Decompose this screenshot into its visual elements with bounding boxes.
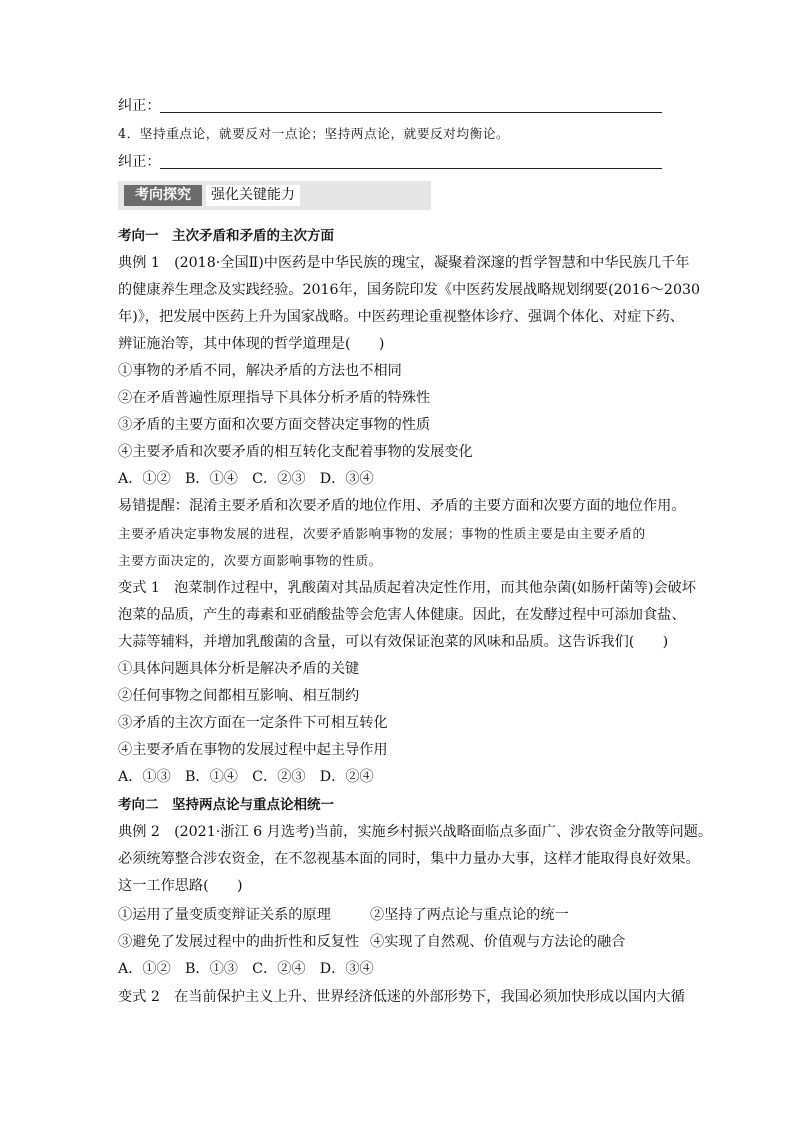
variant-1-option: ④主要矛盾在事物的发展过程中起主导作用 (118, 742, 388, 758)
banner-tag: 考向探究 (124, 185, 202, 206)
variant-1-line: 泡菜的品质，产生的毒素和亚硝酸盐等会危害人体健康。因此，在发酵过程中可添加食盐、 (118, 607, 686, 623)
variant-1-option: ③矛盾的主次方面在一定条件下可相互转化 (118, 715, 388, 731)
example-2-option: ③避免了发展过程中的曲折性和反复性 (118, 934, 360, 950)
variant-1-option: ①具体问题具体分析是解决矛盾的关键 (118, 661, 360, 677)
example-2-choices: A．①② B．①③ C．②④ D．③④ (118, 961, 374, 977)
banner-text: 强化关键能力 (206, 185, 300, 206)
example-1-choices: A．①② B．①④ C．②③ D．③④ (118, 471, 374, 487)
statement-item-4: 4．坚持重点论，就要反对一点论；坚持两点论，就要反对均衡论。 (118, 126, 510, 141)
correction-label-2: 纠正： (118, 154, 161, 170)
example-1-line: 辨证施治等，其中体现的哲学道理是( ) (118, 336, 385, 352)
correction-blank-2 (160, 168, 662, 169)
variant-1-line: 大蒜等辅料，并增加乳酸菌的含量，可以有效保证泡菜的风味和品质。这告诉我们( ) (118, 634, 669, 650)
correction-label-1: 纠正： (118, 98, 161, 114)
example-1-option: ①事物的矛盾不同，解决矛盾的方法也不相同 (118, 363, 402, 379)
example-1-option: ②在矛盾普遍性原理指导下具体分析矛盾的特殊性 (118, 390, 431, 406)
tip-small-line: 主要方面决定的，次要方面影响事物的性质。 (118, 553, 382, 568)
variant-1-option: ②任何事物之间都相互影响、相互制约 (118, 688, 360, 704)
correction-blank-1 (160, 112, 662, 113)
example-2-line: 这一工作思路( ) (118, 878, 243, 894)
section-banner (118, 181, 431, 210)
example-2-option: ①运用了量变质变辩证关系的原理 (118, 907, 331, 923)
example-1-option: ③矛盾的主要方面和次要方面交替决定事物的性质 (118, 417, 431, 433)
variant-1-line: 变式 1 泡菜制作过程中，乳酸菌对其品质起着决定性作用，而其他杂菌(如肠杆菌等)会破坏 (118, 580, 696, 596)
example-2-line: 必须统筹整合涉农资金，在不忽视基本面的同时，集中力量办大事，这样才能取得良好效果。 (118, 851, 700, 867)
variant-1-choices: A．①③ B．①④ C．②③ D．②④ (118, 769, 374, 785)
example-2-option: ②坚持了两点论与重点论的统一 (370, 907, 569, 923)
tip-small-line: 主要矛盾决定事物发展的进程，次要矛盾影响事物的发展；事物的性质主要是由主要矛盾的 (118, 526, 646, 541)
tip-line: 易错提醒：混淆主要矛盾和次要矛盾的地位作用、矛盾的主要方面和次要方面的地位作用。 (118, 498, 686, 514)
section-heading-1: 考向一 主次矛盾和矛盾的主次方面 (118, 228, 334, 244)
example-2-option: ④实现了自然观、价值观与方法论的融合 (370, 934, 626, 950)
example-1-line: 年)》，把发展中医药上升为国家战略。中医药理论重视整体诊疗、强调个体化、对症下药、 (118, 309, 684, 325)
example-1-line: 典例 1 (2018·全国Ⅱ)中医药是中华民族的瑰宝，凝聚着深邃的哲学智慧和中华民族几千年 (118, 255, 690, 271)
example-1-option: ④主要矛盾和次要矛盾的相互转化支配着事物的发展变化 (118, 444, 473, 460)
example-2-line: 典例 2 (2021·浙江 6 月选考)当前，实施乡村振兴战略面临点多面广、涉农资金分散等问题。 (118, 824, 713, 840)
section-heading-2: 考向二 坚持两点论与重点论相统一 (118, 797, 334, 813)
variant-2-line: 变式 2 在当前保护主义上升、世界经济低迷的外部形势下，我国必须加快形成以国内大循 (118, 989, 685, 1005)
example-1-line: 的健康养生理念及实践经验。2016年，国务院印发《中医药发展战略规划纲要(2016～2030 (118, 282, 701, 298)
